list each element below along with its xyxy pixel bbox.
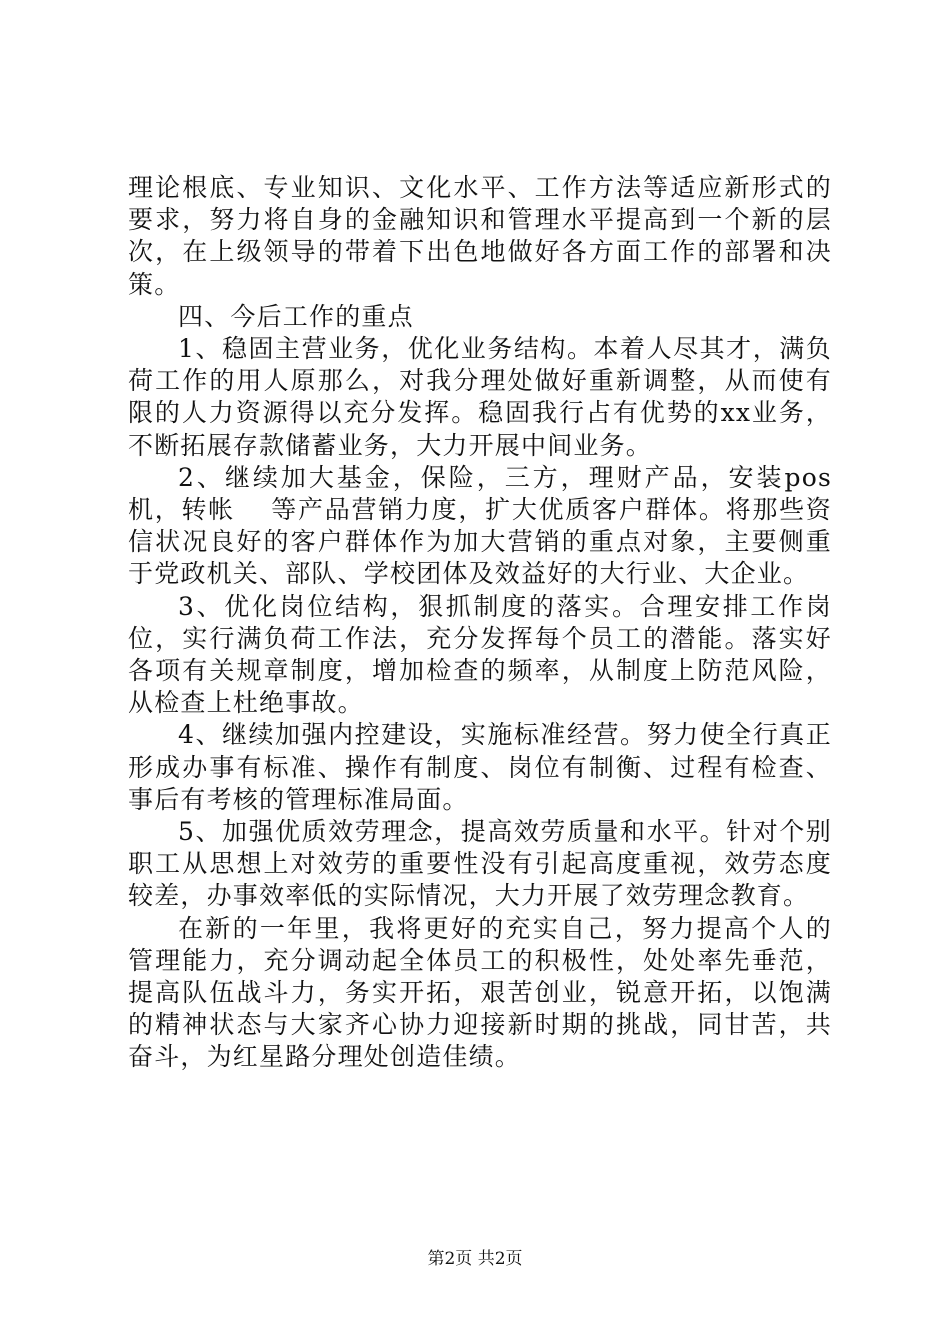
paragraph-item-5: 5、加强优质效劳理念，提高效劳质量和水平。针对个别职工从思想上对效劳的重要性没有引起高度重视，效劳态度较差，办事效率低的实际情况，大力开展了效劳理念教育。	[128, 817, 832, 911]
page-number-footer: 第2页 共2页	[427, 1249, 523, 1269]
section-heading: 四、今后工作的重点	[178, 301, 414, 331]
paragraph-item-4: 4、继续加强内控建设，实施标准经营。努力使全行真正形成办事有标准、操作有制度、岗位有制衡、过程有检查、事后有考核的管理标准局面。	[128, 720, 832, 814]
paragraph-continuation: 理论根底、专业知识、文化水平、工作方法等适应新形式的要求，努力将自身的金融知识和管理水平提高到一个新的层次，在上级领导的带着下出色地做好各方面工作的部署和决策。	[128, 173, 832, 299]
paragraph-item-3: 3、优化岗位结构，狠抓制度的落实。合理安排工作岗位，实行满负荷工作法，充分发挥每个员工的潜能。落实好各项有关规章制度，增加检查的频率，从制度上防范风险，从检查上杜绝事故。	[128, 591, 832, 718]
document-body	[128, 172, 832, 1074]
paragraph-conclusion: 在新的一年里，我将更好的充实自己，努力提高个人的管理能力，充分调动起全体员工的积极性，处处率先垂范，提高队伍战斗力，务实开拓，艰苦创业，锐意开拓，以饱满的精神状态与大家齐心协力迎接新时期的挑战，同甘苦，共奋斗，为红星路分理处创造佳绩。	[128, 913, 832, 1072]
paragraph-item-2: 2、继续加大基金，保险，三方，理财产品，安装pos机，转帐 等产品营销力度，扩大优质客户群体。将那些资信状况良好的客户群体作为加大营销的重点对象，主要侧重于党政机关、部队、学校团体及效益好的大行业、大企业。	[128, 462, 832, 589]
paragraph-item-1: 1、稳固主营业务，优化业务结构。本着人尽其才，满负荷工作的用人原那么，对我分理处做好重新调整，从而使有限的人力资源得以充分发挥。稳固我行占有优势的xx业务，不断拓展存款储蓄业务，大力开展中间业务。	[128, 334, 832, 460]
